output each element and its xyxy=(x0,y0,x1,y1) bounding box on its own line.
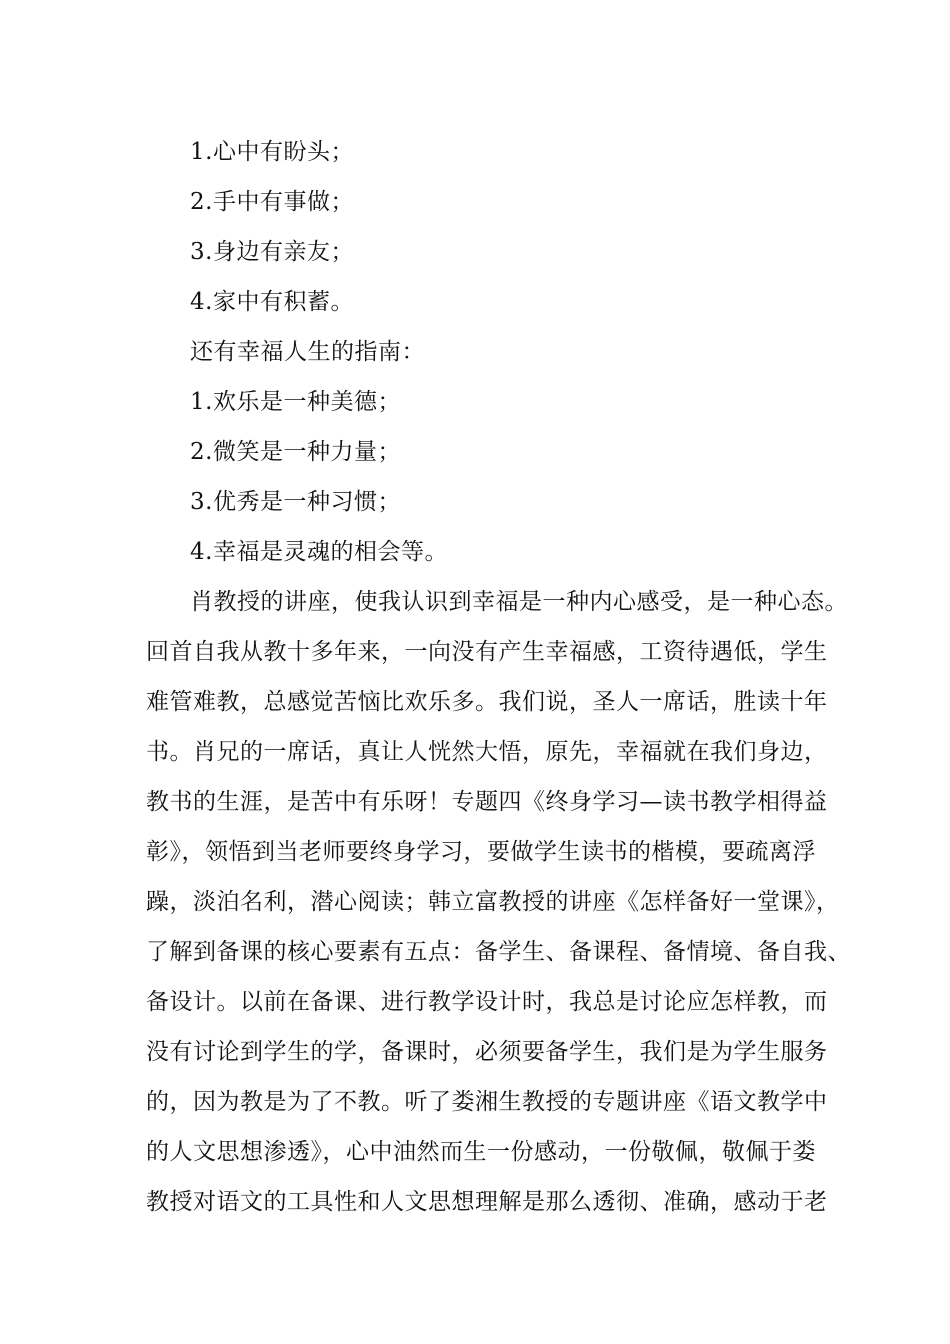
paragraph-line-4: 书。肖兄的一席话，真让人恍然大悟，原先，幸福就在我们身边， xyxy=(146,739,828,765)
paragraph-line-11: 的，因为教是为了不教。听了娄湘生教授的专题讲座《语文教学中 xyxy=(146,1089,828,1115)
paragraph-line-6: 彰》，领悟到当老师要终身学习，要做学生读书的楷模，要疏离浮 xyxy=(146,839,816,865)
paragraph-line-2: 回首自我从教十多年来，一向没有产生幸福感，工资待遇低，学生 xyxy=(146,639,828,665)
list-one-item-3: 3.身边有亲友； xyxy=(190,239,354,265)
paragraph-line-9: 备设计。以前在备课、进行教学设计时，我总是讨论应怎样教，而 xyxy=(146,989,828,1015)
list-one-item-1: 1.心中有盼头； xyxy=(190,139,354,165)
list-two-item-1: 1.欢乐是一种美德； xyxy=(190,389,401,415)
list-one-item-2: 2.手中有事做； xyxy=(190,189,354,215)
paragraph-line-1: 肖教授的讲座，使我认识到幸福是一种内心感受，是一种心态。 xyxy=(190,589,848,615)
paragraph-line-10: 没有讨论到学生的学，备课时，必须要备学生，我们是为学生服务 xyxy=(146,1039,828,1065)
paragraph-line-8: 了解到备课的核心要素有五点：备学生、备课程、备情境、备自我、 xyxy=(146,939,851,965)
guide-intro: 还有幸福人生的指南： xyxy=(190,339,425,365)
paragraph-line-7: 躁，淡泊名利，潜心阅读；韩立富教授的讲座《怎样备好一堂课》， xyxy=(146,889,840,915)
list-two-item-4: 4.幸福是灵魂的相会等。 xyxy=(190,539,448,565)
paragraph-line-12: 的人文思想渗透》，心中油然而生一份感动，一份敬佩，敬佩于娄 xyxy=(146,1139,816,1165)
list-two-item-3: 3.优秀是一种习惯； xyxy=(190,489,401,515)
paragraph-line-5: 教书的生涯，是苦中有乐呀！专题四《终身学习—读书教学相得益 xyxy=(146,789,828,815)
list-two-item-2: 2.微笑是一种力量； xyxy=(190,439,401,465)
paragraph-line-3: 难管难教，总感觉苦恼比欢乐多。我们说，圣人一席话，胜读十年 xyxy=(146,689,828,715)
paragraph-line-13: 教授对语文的工具性和人文思想理解是那么透彻、准确，感动于老 xyxy=(146,1189,828,1215)
list-one-item-4: 4.家中有积蓄。 xyxy=(190,289,354,315)
